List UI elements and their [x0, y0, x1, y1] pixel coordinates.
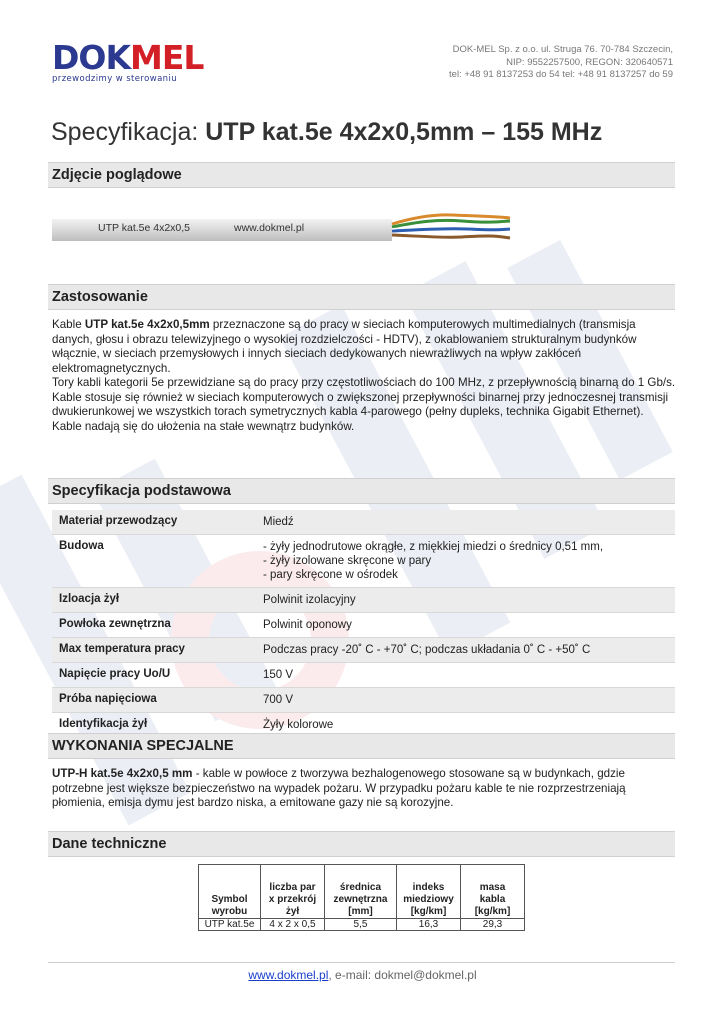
col-symbol: [199, 865, 261, 919]
spec-build-line: - żyły izolowane skręcone w pary: [263, 555, 432, 567]
title-product: UTP kat.5e 4x2x0,5mm – 155 MHz: [205, 118, 603, 146]
company-address: DOK-MEL Sp. z o.o. ul. Struga 76. 70-784 Szczecin,: [452, 44, 673, 55]
usage-paragraph-2: Tory kabli kategorii 5e przewidziane są do pracy przy częstotliwościach do 100 MHz, z przepływnością binarną do 1 Gb/s.: [52, 376, 676, 389]
company-ids: NIP: 9552257500, REGON: 320640571: [506, 56, 673, 68]
section-basic-spec-title: Specyfikacja podstawowa: [52, 483, 231, 499]
section-special-title: WYKONANIA SPECJALNE: [52, 738, 234, 754]
spec-key: Napięcie pracy Uo/U: [59, 668, 171, 680]
section-usage: [48, 284, 675, 310]
spec-value: 150 V: [263, 669, 294, 681]
cable-print-2: www.dokmel.pl: [234, 222, 305, 234]
header-text: x przekrój: [268, 894, 317, 905]
col-mass: [461, 865, 525, 919]
usage-paragraph-1: [52, 318, 677, 376]
spec-key: Identyfikacja żył: [59, 718, 148, 730]
section-technical-title: Dane techniczne: [52, 836, 167, 852]
title-prefix: Specyfikacja:: [51, 118, 206, 146]
header-text: [mm]: [348, 906, 373, 917]
usage-paragraph-3: Kable stosuje się również w sieciach komputerowych o zwiększonej przepływności binarnej przy jednoczesnej transmisji dwukierunkowej we wszystkich torach symetrycznych kabla 4-parowego (pełny dupleks, technika Gigabit Ethernet).: [52, 390, 669, 418]
header-text: miedziowy: [403, 894, 454, 905]
header-text: żył: [285, 906, 300, 917]
logo-part1: DOK: [52, 38, 131, 77]
section-technical: [48, 831, 675, 857]
spec-row: [52, 613, 675, 638]
technical-table: [198, 864, 525, 931]
section-usage-title: Zastosowanie: [52, 289, 148, 305]
header-text: średnica: [339, 882, 382, 893]
section-special: [48, 733, 675, 759]
logo-part2: MEL: [130, 38, 204, 77]
table-header-row: [199, 865, 525, 919]
spec-key: Powłoka zewnętrzna: [59, 618, 171, 630]
spec-table: [52, 510, 675, 738]
spec-value: [257, 535, 675, 587]
header-text: [kg/km]: [474, 906, 511, 917]
col-copper: [397, 865, 461, 919]
footer-email: , e-mail: dokmel@dokmel.pl: [328, 968, 477, 982]
special-product: UTP-H kat.5e 4x2x0,5 mm: [52, 767, 193, 780]
header-text: kabla: [479, 894, 506, 905]
header-text: liczba par: [269, 882, 316, 893]
cell-diameter: 5,5: [325, 919, 397, 931]
page-title: [51, 118, 602, 147]
footer: [0, 968, 725, 982]
spec-row: [52, 535, 675, 588]
header-text: masa: [479, 882, 506, 893]
spec-key: Materiał przewodzący: [59, 515, 178, 527]
table-row: [199, 919, 525, 931]
spec-key: Max temperatura pracy: [59, 643, 185, 655]
header-text: wyrobu: [211, 906, 248, 917]
spec-build-line: - pary skręcone w ośrodek: [263, 569, 398, 581]
usage-p1-rest: przeznaczone są do pracy w sieciach komputerowych multimedialnych (transmisja danych, głosu i obrazu telewizyjnego o wysokiej rozdzielczości - HDTV), z okablowaniem strukturalnym budynków włącznie, w sieciach przemysłowych i innych sieciach dedykowanych niewrażliwych na wpływ zakłóceń elektromagnetycznych.: [52, 318, 637, 375]
col-diameter: [325, 865, 397, 919]
spec-key: Budowa: [59, 540, 104, 552]
usage-p1-product: UTP kat.5e 4x2x0,5mm: [84, 318, 210, 331]
section-basic-spec: [48, 478, 675, 504]
header-text: zewnętrzna: [333, 894, 388, 905]
section-photo: [48, 162, 675, 188]
spec-value: Podczas pracy -20˚ C - +70˚ C; podczas układania 0˚ C - +50˚ C: [263, 644, 591, 656]
spec-row: [52, 688, 675, 713]
header-text: indeks: [412, 882, 445, 893]
usage-text: [52, 318, 677, 434]
usage-p1-start: Kable: [52, 318, 85, 331]
special-text: [52, 767, 677, 811]
header-text: [kg/km]: [410, 906, 447, 917]
logo-tagline: przewodzimy w sterowaniu: [52, 74, 178, 84]
special-description: - kable w powłoce z tworzywa bezhalogenowego stosowane są w budynkach, gdzie potrzebne jest większe bezpieczeństwo na wypadek pożaru. W przypadku pożaru kable te nie rozprzestrzeniają płomienia, emisja dymu jest bardzo niska, a emitowane gazy nie są korozyjne.: [52, 767, 626, 809]
spec-key: Próba napięciowa: [59, 693, 157, 705]
spec-key: Izloacja żył: [59, 593, 120, 605]
company-logo: [52, 38, 212, 84]
cell-copper: 16,3: [397, 919, 461, 931]
website-link[interactable]: www.dokmel.pl: [248, 968, 329, 982]
cell-mass: 29,3: [461, 919, 525, 931]
spec-row: [52, 663, 675, 688]
company-info: [449, 44, 673, 82]
spec-row: [52, 588, 675, 613]
spec-value: Żyły kolorowe: [263, 719, 334, 731]
spec-value: Polwinit izolacyjny: [263, 594, 356, 606]
usage-paragraph-4: Kable nadają się do ułożenia na stałe wewnątrz budynków.: [52, 419, 355, 433]
col-pairs: [261, 865, 325, 919]
spec-row: [52, 510, 675, 535]
header-text: Symbol: [211, 894, 248, 905]
cell-pairs: 4 x 2 x 0,5: [261, 919, 325, 931]
spec-value: Miedź: [263, 516, 294, 528]
spec-value: Polwinit oponowy: [263, 619, 352, 631]
spec-row: [52, 638, 675, 663]
section-photo-title: Zdjęcie poglądowe: [52, 167, 182, 183]
company-phone: tel: +48 91 8137253 do 54 tel: +48 91 8137257 do 59: [449, 69, 673, 80]
cable-print-1: UTP kat.5e 4x2x0,5: [98, 222, 191, 234]
spec-build-line: - żyły jednodrutowe okrągłe, z miękkiej miedzi o średnicy 0,51 mm,: [263, 541, 604, 553]
spec-value: 700 V: [263, 694, 294, 706]
cell-symbol: UTP kat.5e: [199, 919, 261, 931]
footer-divider: [48, 962, 675, 963]
